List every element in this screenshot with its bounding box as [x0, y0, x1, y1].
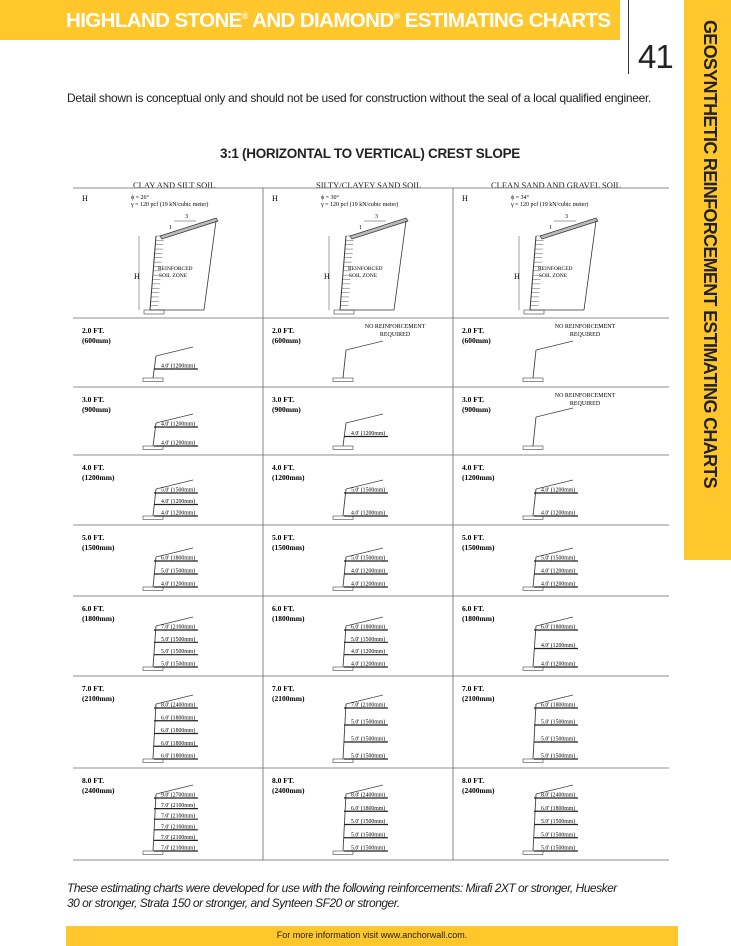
crest-slope	[536, 408, 573, 417]
height-metric-label: (1200mm)	[82, 473, 115, 482]
wall-footing	[143, 378, 163, 382]
reinforcement-length-label: 7.0' (2100mm)	[161, 813, 196, 820]
height-label: 8.0 FT.	[462, 776, 485, 785]
gamma-label: γ = 120 pcf (19 kN/cubic meter)	[511, 202, 589, 208]
reinforcement-length-label: 5.0' (1500mm)	[541, 555, 576, 562]
reinforcement-length-label: 4.0' (1200mm)	[541, 581, 576, 588]
height-metric-label: (900mm)	[82, 405, 111, 414]
reinforcement-length-label: 4.0' (1200mm)	[541, 510, 576, 517]
slope-rise-label: 1	[549, 225, 552, 231]
wall-footing	[334, 310, 354, 314]
no-reinforcement-label: NO REINFORCEMENT	[554, 324, 616, 330]
no-reinforcement-label: REQUIRED	[569, 332, 601, 338]
height-label: 8.0 FT.	[272, 776, 295, 785]
reinforcement-length-label: 4.0' (1200mm)	[351, 581, 386, 588]
height-dimension-label: H	[134, 272, 140, 281]
wall-footing	[523, 446, 543, 450]
header-bar	[0, 0, 620, 40]
reinforcement-length-label: 7.0' (2100mm)	[161, 624, 196, 631]
reinforcement-length-label: 4.0' (1200mm)	[351, 568, 386, 575]
height-metric-label: (600mm)	[462, 336, 491, 345]
height-label: 7.0 FT.	[272, 684, 295, 693]
reinforcement-length-label: 4.0' (1200mm)	[541, 661, 576, 668]
gamma-label: γ = 120 pcf (19 kN/cubic meter)	[321, 202, 399, 208]
reinforcement-length-label: 5.0' (1500mm)	[541, 845, 576, 852]
crest-slope	[536, 341, 573, 350]
reinforcement-length-label: 4.0' (1200mm)	[351, 510, 386, 517]
height-metric-label: (1500mm)	[462, 543, 495, 552]
reinforcement-length-label: 4.0' (1200mm)	[351, 661, 386, 668]
reinforcement-length-label: 4.0' (1200mm)	[161, 510, 196, 517]
page-title: HIGHLAND STONE® AND DIAMOND® ESTIMATING CHARTS	[66, 9, 611, 32]
reinforcement-length-label: 5.0' (1500mm)	[351, 845, 386, 852]
h-label: H	[272, 194, 278, 203]
height-dimension-label: H	[324, 272, 330, 281]
reinforcement-length-label: 6.0' (1800mm)	[161, 715, 196, 722]
wall-footing	[523, 378, 543, 382]
height-label: 7.0 FT.	[82, 684, 105, 693]
height-label: 3.0 FT.	[272, 395, 295, 404]
height-label: 2.0 FT.	[462, 326, 485, 335]
height-metric-label: (1800mm)	[82, 614, 115, 623]
height-label: 5.0 FT.	[462, 533, 485, 542]
height-label: 5.0 FT.	[82, 533, 105, 542]
height-metric-label: (2400mm)	[462, 786, 495, 795]
slope-run-label: 3	[375, 214, 378, 220]
reinforcement-length-label: 6.0' (1800mm)	[161, 753, 196, 760]
wall-face	[343, 704, 346, 759]
height-metric-label: (1200mm)	[272, 473, 305, 482]
page-number-divider	[628, 0, 629, 74]
height-metric-label: (2400mm)	[82, 786, 115, 795]
reinforcement-length-label: 8.0' (2400mm)	[541, 792, 576, 799]
wall-face	[343, 626, 346, 667]
wall-face	[530, 236, 536, 310]
reinforcement-length-label: 4.0' (1200mm)	[161, 581, 196, 588]
reinforcement-length-label: 6.0' (1800mm)	[351, 624, 386, 631]
h-label: H	[82, 194, 88, 203]
height-label: 5.0 FT.	[272, 533, 295, 542]
reinforcement-length-label: 6.0' (1800mm)	[541, 702, 576, 709]
zone-label: SOIL ZONE	[159, 273, 188, 279]
reinforcement-length-label: 5.0' (1500mm)	[351, 636, 386, 643]
height-label: 6.0 FT.	[272, 604, 295, 613]
wall-footing	[333, 446, 353, 450]
wall-face	[150, 236, 156, 310]
h-label: H	[462, 194, 468, 203]
height-label: 3.0 FT.	[462, 395, 485, 404]
reinforcement-length-label: 5.0' (1500mm)	[351, 487, 386, 494]
height-label: 8.0 FT.	[82, 776, 105, 785]
wall-face	[343, 423, 346, 446]
zone-label: SOIL ZONE	[539, 273, 568, 279]
reinforcement-length-label: 5.0' (1500mm)	[351, 832, 386, 839]
side-tab-label: GEOSYNTHETIC REINFORCEMENT ESTIMATING CHARTS	[700, 20, 720, 488]
wall-face	[153, 356, 156, 378]
zone-boundary	[394, 221, 406, 310]
slope-rise-label: 1	[169, 225, 172, 231]
reinforcement-length-label: 4.0' (1200mm)	[161, 421, 196, 428]
wall-face	[533, 350, 536, 378]
no-reinforcement-label: REQUIRED	[379, 332, 411, 338]
height-label: 6.0 FT.	[462, 604, 485, 613]
disclaimer-text: Detail shown is conceptual only and should not be used for construction without the seal of a local qualified engineer.	[67, 91, 652, 105]
wall-face	[533, 626, 536, 667]
page-number: 41	[638, 38, 673, 75]
height-metric-label: (1500mm)	[272, 543, 305, 552]
height-metric-label: (1800mm)	[462, 614, 495, 623]
side-tab	[684, 0, 731, 560]
zone-label: REINFORCED	[348, 266, 383, 272]
height-label: 7.0 FT.	[462, 684, 485, 693]
reinforcement-length-label: 9.0' (2700mm)	[161, 792, 196, 799]
reinforcement-length-label: 5.0' (1500mm)	[351, 819, 386, 825]
height-metric-label: (1200mm)	[462, 473, 495, 482]
crest-slope	[156, 347, 193, 356]
height-metric-label: (2400mm)	[272, 786, 305, 795]
reinforcement-length-label: 4.0' (1200mm)	[541, 568, 576, 575]
reinforcement-length-label: 5.0' (1500mm)	[161, 636, 196, 643]
wall-face	[153, 626, 156, 667]
height-label: 2.0 FT.	[82, 326, 105, 335]
slope-run-label: 3	[565, 214, 568, 220]
reinforcement-length-label: 7.0' (2100mm)	[351, 702, 386, 709]
reinforcement-length-label: 7.0' (2100mm)	[161, 824, 196, 831]
reinforcement-length-label: 4.0' (1200mm)	[161, 363, 196, 370]
chart-title: 3:1 (HORIZONTAL TO VERTICAL) CREST SLOPE	[219, 146, 521, 161]
reinforcement-length-label: 4.0' (1200mm)	[161, 499, 196, 505]
reinforcement-length-label: 5.0' (1500mm)	[161, 487, 196, 494]
reinforcement-length-label: 5.0' (1500mm)	[161, 649, 196, 656]
reinforcement-length-label: 4.0' (1200mm)	[351, 431, 386, 437]
phi-label: ϕ = 34°	[511, 195, 529, 201]
column-heading-clay: CLAY AND SILT SOIL	[133, 180, 216, 190]
reinforcement-length-label: 5.0' (1500mm)	[351, 736, 386, 743]
height-metric-label: (1800mm)	[272, 614, 305, 623]
reinforcement-length-label: 4.0' (1200mm)	[351, 649, 386, 656]
reinforcement-length-label: 6.0' (1800mm)	[161, 728, 196, 734]
reinforcement-length-label: 7.0' (2100mm)	[161, 834, 196, 841]
height-label: 2.0 FT.	[272, 326, 295, 335]
reinforcement-length-label: 4.0' (1200mm)	[541, 487, 576, 494]
height-metric-label: (600mm)	[82, 336, 111, 345]
height-label: 4.0 FT.	[272, 463, 295, 472]
reinforcement-length-label: 5.0' (1500mm)	[351, 555, 386, 562]
reinforcement-length-label: 5.0' (1500mm)	[351, 719, 386, 726]
height-label: 3.0 FT.	[82, 395, 105, 404]
no-reinforcement-label: NO REINFORCEMENT	[364, 324, 426, 330]
reinforcement-length-label: 5.0' (1500mm)	[541, 719, 576, 726]
height-label: 4.0 FT.	[82, 463, 105, 472]
wall-face	[340, 236, 346, 310]
reinforcement-length-label: 6.0' (1800mm)	[541, 805, 576, 812]
reinforcement-length-label: 5.0' (1500mm)	[161, 568, 196, 575]
wall-face	[343, 794, 346, 851]
wall-face	[153, 794, 156, 851]
column-heading-silty-sand: SILTY/CLAYEY SAND SOIL	[316, 180, 422, 190]
estimating-chart	[66, 140, 676, 875]
zone-label: REINFORCED	[538, 266, 573, 272]
height-metric-label: (2100mm)	[272, 694, 305, 703]
wall-footing	[333, 378, 353, 382]
reinforcement-length-label: 5.0' (1500mm)	[541, 753, 576, 760]
no-reinforcement-label: REQUIRED	[569, 401, 601, 407]
no-reinforcement-label: NO REINFORCEMENT	[554, 393, 616, 399]
height-metric-label: (1500mm)	[82, 543, 115, 552]
height-metric-label: (2100mm)	[462, 694, 495, 703]
height-metric-label: (600mm)	[272, 336, 301, 345]
reinforcement-length-label: 8.0' (2400mm)	[351, 792, 386, 799]
phi-label: ϕ = 30°	[321, 195, 339, 201]
height-label: 4.0 FT.	[462, 463, 485, 472]
reinforcement-length-label: 5.0' (1500mm)	[541, 819, 576, 825]
phi-label: ϕ = 26°	[131, 195, 149, 201]
crest-slope	[346, 414, 383, 423]
reinforcement-length-label: 6.0' (1800mm)	[161, 555, 196, 562]
reinforcement-length-label: 6.0' (1800mm)	[161, 740, 196, 747]
footer-text: For more information visit www.anchorwall.com.	[276, 930, 468, 940]
height-metric-label: (2100mm)	[82, 694, 115, 703]
zone-label: SOIL ZONE	[349, 273, 378, 279]
reinforcement-length-label: 8.0' (2400mm)	[161, 702, 196, 709]
footer-bar	[66, 926, 678, 946]
slope-run-label: 3	[185, 214, 188, 220]
height-metric-label: (900mm)	[462, 405, 491, 414]
reinforcement-length-label: 4.0' (1200mm)	[161, 440, 196, 447]
wall-face	[153, 704, 156, 759]
wall-footing	[524, 310, 544, 314]
zone-label: REINFORCED	[158, 266, 193, 272]
reinforcement-length-label: 5.0' (1500mm)	[351, 753, 386, 760]
height-label: 6.0 FT.	[82, 604, 105, 613]
zone-boundary	[204, 221, 216, 310]
reinforcement-length-label: 6.0' (1800mm)	[541, 624, 576, 631]
wall-face	[343, 350, 346, 378]
height-dimension-label: H	[514, 272, 520, 281]
height-metric-label: (900mm)	[272, 405, 301, 414]
wall-face	[533, 704, 536, 759]
crest-slope	[346, 341, 383, 350]
zone-boundary	[584, 221, 596, 310]
column-heading-clean-sand: CLEAN SAND AND GRAVEL SOIL	[491, 180, 621, 190]
reinforcement-length-label: 6.0' (1800mm)	[351, 805, 386, 812]
reinforcement-length-label: 4.0' (1200mm)	[541, 643, 576, 649]
reinforcement-length-label: 7.0' (2100mm)	[161, 803, 196, 810]
wall-face	[533, 417, 536, 446]
reinforcement-length-label: 5.0' (1500mm)	[541, 832, 576, 839]
slope-rise-label: 1	[359, 225, 362, 231]
reinforcement-note: These estimating charts were developed for use with the following reinforcements: Mirafi 2XT or stronger, Huesker 30 or stronger, Strata 150 or stronger, and Synteen SF20 or stronger.	[67, 881, 617, 910]
reinforcement-length-label: 5.0' (1500mm)	[541, 736, 576, 743]
gamma-label: γ = 120 pcf (19 kN/cubic meter)	[131, 202, 209, 208]
reinforcement-length-label: 5.0' (1500mm)	[161, 661, 196, 668]
wall-face	[533, 794, 536, 851]
wall-footing	[144, 310, 164, 314]
reinforcement-length-label: 7.0' (2100mm)	[161, 845, 196, 852]
